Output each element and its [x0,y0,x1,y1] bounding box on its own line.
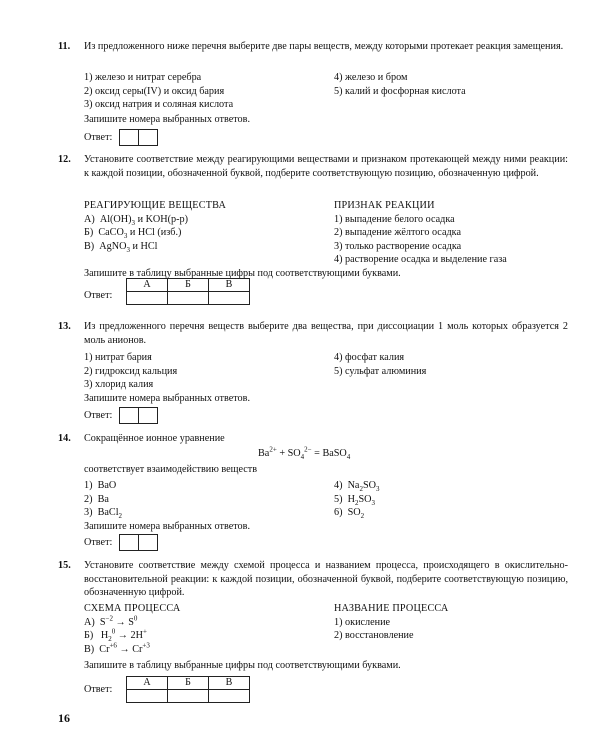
instruction: Запишите в таблицу выбранные цифры под соответствующими буквами. [84,660,401,671]
answer-table [126,676,250,703]
question-number: 15. [58,560,71,571]
option-1: 1) нитрат бария [84,352,152,363]
question-number: 14. [58,433,71,444]
options-left [84,351,568,392]
question-15 [58,559,568,695]
process-1: 1) окисление [334,616,391,628]
option-3: 3) BaCl$_2$ [84,507,123,521]
question-11 [58,40,568,143]
answer-cell-a[interactable] [127,292,168,305]
scheme-a: А) $S^{-2} \to S^0$ [84,614,138,628]
option-2: 2) Ba [84,493,109,505]
options-right [334,479,380,520]
letter-b: Б [168,279,209,292]
after-text: соответствует взаимодействию веществ [84,464,258,475]
answer-cell-1[interactable] [120,408,139,423]
answer-box[interactable] [119,534,158,551]
process-names-column [334,602,448,643]
question-13 [58,320,568,421]
question-number: 13. [58,321,71,332]
instruction: Запишите номера выбранных ответов. [84,521,250,532]
answer-label: Ответ: [84,536,113,548]
instruction: Запишите номера выбранных ответов. [84,114,250,125]
letter-a: А [127,279,168,292]
sign-2: 2) выпадение жёлтого осадка [334,227,461,238]
option-4: 4) железо и бром [334,72,408,83]
question-number: 12. [58,154,71,165]
reagent-a: А) $Al(OH)_3$ и KOH(р-р) [84,213,189,227]
answer-row [84,407,158,424]
reagent-b: Б) CaCO$_3$ и HCl (изб.) [84,227,182,241]
letter-c: В [209,677,250,690]
question-12 [58,153,568,301]
answer-cell-c[interactable] [209,690,250,703]
left-header: РЕАГИРУЮЩИЕ ВЕЩЕСТВА [84,200,227,211]
page-number: 16 [58,711,70,725]
question-text: Из предложенного перечня веществ выберите два вещества, при диссоциации 1 моль которых образуется 2 моль анионов. [84,321,568,346]
options-left [84,71,568,112]
answer-cell-1[interactable] [120,535,139,550]
reagent-c: В) AgNO$_3$ и HCl [84,240,158,254]
option-5: 5) $H_2SO_3$ [334,493,375,507]
answer-row [84,129,158,146]
answer-label: Ответ: [84,290,113,301]
answer-label: Ответ: [84,131,113,143]
scheme-b: Б) $H_2^0 \to 2H^+$ [84,627,147,644]
answer-row [84,534,158,551]
option-4: 4) фосфат калия [334,352,405,363]
letter-a: А [127,677,168,690]
question-text: Установите соответствие между реагирующими веществами и признаком протекающей между ними реакции: к каждой позиции, обозначенной буквой, подберите соответствующую позицию, обозначенную цифрой. [84,154,568,179]
instruction: Запишите номера выбранных ответов. [84,393,250,404]
option-3: 3) хлорид калия [84,379,154,390]
option-1: 1) BaO [84,480,117,491]
letter-b: Б [168,677,209,690]
sign-1: 1) выпадение белого осадка [334,213,455,225]
answer-cell-b[interactable] [168,690,209,703]
answer-label: Ответ: [84,409,113,421]
options-left [84,479,568,520]
answer-cell-2[interactable] [139,130,157,145]
answer-label: Ответ: [84,684,113,695]
answer-cell-a[interactable] [127,690,168,703]
option-2: 2) гидроксид кальция [84,365,178,377]
answer-box[interactable] [119,129,158,146]
ionic-equation: $Ba^{2+} + SO_4^{2-}$ = BaSO$_4$ [258,445,351,462]
answer-cell-2[interactable] [139,535,157,550]
options-right [334,71,466,98]
scheme-c: В) $Cr^{+6} \to Cr^{+3}$ [84,641,150,655]
option-5: 5) сульфат алюминия [334,365,427,377]
process-2: 2) восстановление [334,630,414,641]
question-text: Установите соответствие между схемой процесса и названием процесса, происходящего в окислительно-восстановительной реакции: к каждой позиции, обозначенной буквой, подберите соответствующую позицию, обозначенную цифрой. [84,560,568,598]
option-1: 1) железо и нитрат серебра [84,72,202,83]
answer-cell-b[interactable] [168,292,209,305]
option-3: 3) оксид натрия и соляная кислота [84,99,234,110]
left-header: СХЕМА ПРОЦЕССА [84,603,181,614]
right-header: НАЗВАНИЕ ПРОЦЕССА [334,603,449,614]
question-number: 11. [58,41,71,52]
option-2: 2) оксид серы(IV) и оксид бария [84,85,225,97]
answer-cell-1[interactable] [120,130,139,145]
signs-column [334,199,507,267]
options-right [334,351,426,378]
question-text: Сокращённое ионное уравнение [84,433,225,444]
question-text: Из предложенного ниже перечня выберите две пары веществ, между которыми протекает реакция замещения. [84,41,564,52]
question-14 [58,432,568,548]
letter-c: В [209,279,250,292]
schemes-column [84,602,568,656]
answer-cell-c[interactable] [209,292,250,305]
answer-table [126,278,250,305]
option-5: 5) калий и фосфорная кислота [334,85,466,97]
instruction: Запишите в таблицу выбранные цифры под соответствующими буквами. [84,268,401,279]
option-4: 4) $Na_2SO_3$ [334,480,380,494]
right-header: ПРИЗНАК РЕАКЦИИ [334,200,435,211]
option-6: 6) $SO_2$ [334,507,365,521]
sign-4: 4) растворение осадка и выделение газа [334,254,507,265]
sign-3: 3) только растворение осадка [334,240,462,252]
answer-box[interactable] [119,407,158,424]
answer-cell-2[interactable] [139,408,157,423]
